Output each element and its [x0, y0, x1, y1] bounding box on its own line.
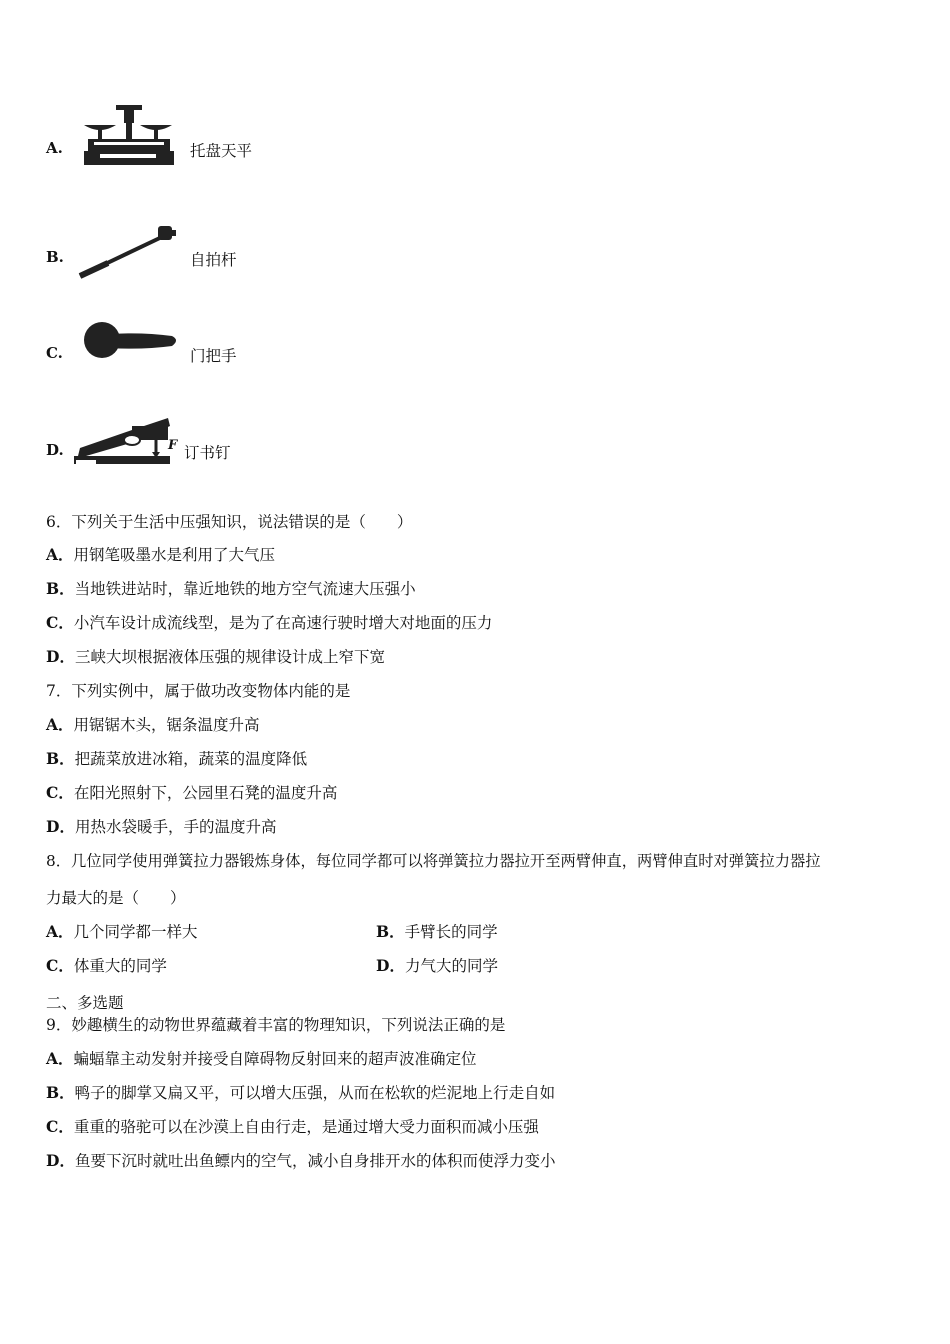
q6-option-a [46, 545, 275, 565]
q9-option-d [46, 1151, 555, 1171]
q9-option-b-label: B． [46, 1083, 75, 1102]
q7-option-a-label: A． [46, 715, 74, 734]
q6-option-d [46, 647, 385, 667]
q7-option-c [46, 783, 337, 803]
q8-option-a [46, 922, 198, 942]
q7-option-d [46, 817, 276, 837]
option-d-caption: 订书钉 [184, 444, 231, 462]
q8-option-a-text: 几个同学都一样大 [73, 923, 198, 941]
force-label: F [168, 438, 178, 453]
q7-option-a [46, 715, 260, 735]
q6-option-b-label: B． [46, 579, 75, 598]
q8-option-c [46, 956, 167, 976]
q7-stem: 7．下列实例中，属于做功改变物体内能的是 [46, 682, 351, 700]
q8-option-b-text: 手臂长的同学 [404, 923, 498, 941]
balance-scale-icon [80, 105, 180, 167]
q8-option-b [376, 922, 498, 942]
q8-option-d-text: 力气大的同学 [404, 957, 498, 975]
q9-option-c-text: 重重的骆驼可以在沙漠上自由行走，是通过增大受力面积而减小压强 [73, 1118, 539, 1136]
q9-option-a-text: 蝙蝠靠主动发射并接受自障碍物反射回来的超声波准确定位 [73, 1050, 477, 1068]
q7-option-d-text: 用热水袋暖手，手的温度升高 [74, 818, 277, 836]
section-title: 二、多选题 [46, 994, 124, 1012]
q8-stem-line2: 力最大的是（ ） [46, 889, 186, 907]
q9-option-c [46, 1117, 539, 1137]
q9-option-b [46, 1083, 555, 1103]
q6-option-b-text: 当地铁进站时，靠近地铁的地方空气流速大压强小 [74, 580, 416, 598]
q9-option-d-label: D． [46, 1151, 75, 1170]
q6-option-d-label: D． [46, 647, 75, 666]
q9-option-a [46, 1049, 477, 1069]
q8-option-a-label: A． [46, 922, 74, 941]
q9-option-a-label: A． [46, 1049, 74, 1068]
q9-option-d-text: 鱼要下沉时就吐出鱼鳔内的空气，减小自身排开水的体积而使浮力变小 [74, 1152, 556, 1170]
q8-option-c-text: 体重大的同学 [73, 957, 167, 975]
q7-option-b [46, 749, 307, 769]
q6-option-a-text: 用钢笔吸墨水是利用了大气压 [73, 546, 276, 564]
q7-option-c-text: 在阳光照射下，公园里石凳的温度升高 [73, 784, 338, 802]
q6-option-c [46, 613, 492, 633]
option-b-caption: 自拍杆 [190, 251, 237, 269]
stapler-icon [72, 412, 182, 468]
option-d-label: D. [46, 441, 64, 459]
option-a-caption: 托盘天平 [190, 142, 253, 160]
q9-stem: 9．妙趣横生的动物世界蕴藏着丰富的物理知识，下列说法正确的是 [46, 1016, 506, 1034]
q6-stem: 6．下列关于生活中压强知识，说法错误的是（ ） [46, 513, 413, 531]
q7-option-c-label: C． [46, 783, 74, 802]
q8-option-d-label: D． [376, 956, 405, 975]
q8-stem-line1: 8．几位同学使用弹簧拉力器锻炼身体，每位同学都可以将弹簧拉力器拉开至两臂伸直，两臂伸直时对弹簧拉力器拉 [46, 852, 821, 870]
option-c-caption: 门把手 [190, 347, 237, 365]
option-b-label: B. [46, 248, 64, 266]
q9-option-c-label: C． [46, 1117, 74, 1136]
q7-option-a-text: 用锯锯木头，锯条温度升高 [73, 716, 260, 734]
q7-option-b-label: B． [46, 749, 75, 768]
q6-option-d-text: 三峡大坝根据液体压强的规律设计成上窄下宽 [74, 648, 385, 666]
q8-option-c-label: C． [46, 956, 74, 975]
q6-option-c-label: C． [46, 613, 74, 632]
q6-option-b [46, 579, 416, 599]
q9-option-b-text: 鸭子的脚掌又扁又平，可以增大压强，从而在松软的烂泥地上行走自如 [74, 1084, 556, 1102]
q8-option-b-label: B． [376, 922, 405, 941]
q6-option-a-label: A． [46, 545, 74, 564]
q7-option-d-label: D． [46, 817, 75, 836]
q6-option-c-text: 小汽车设计成流线型，是为了在高速行驶时增大对地面的压力 [73, 614, 493, 632]
q7-option-b-text: 把蔬菜放进冰箱，蔬菜的温度降低 [74, 750, 308, 768]
q8-option-d [376, 956, 498, 976]
door-handle-icon [82, 320, 182, 360]
selfie-stick-icon [78, 222, 182, 280]
option-c-label: C. [46, 344, 63, 362]
option-a-label: A. [46, 139, 63, 157]
